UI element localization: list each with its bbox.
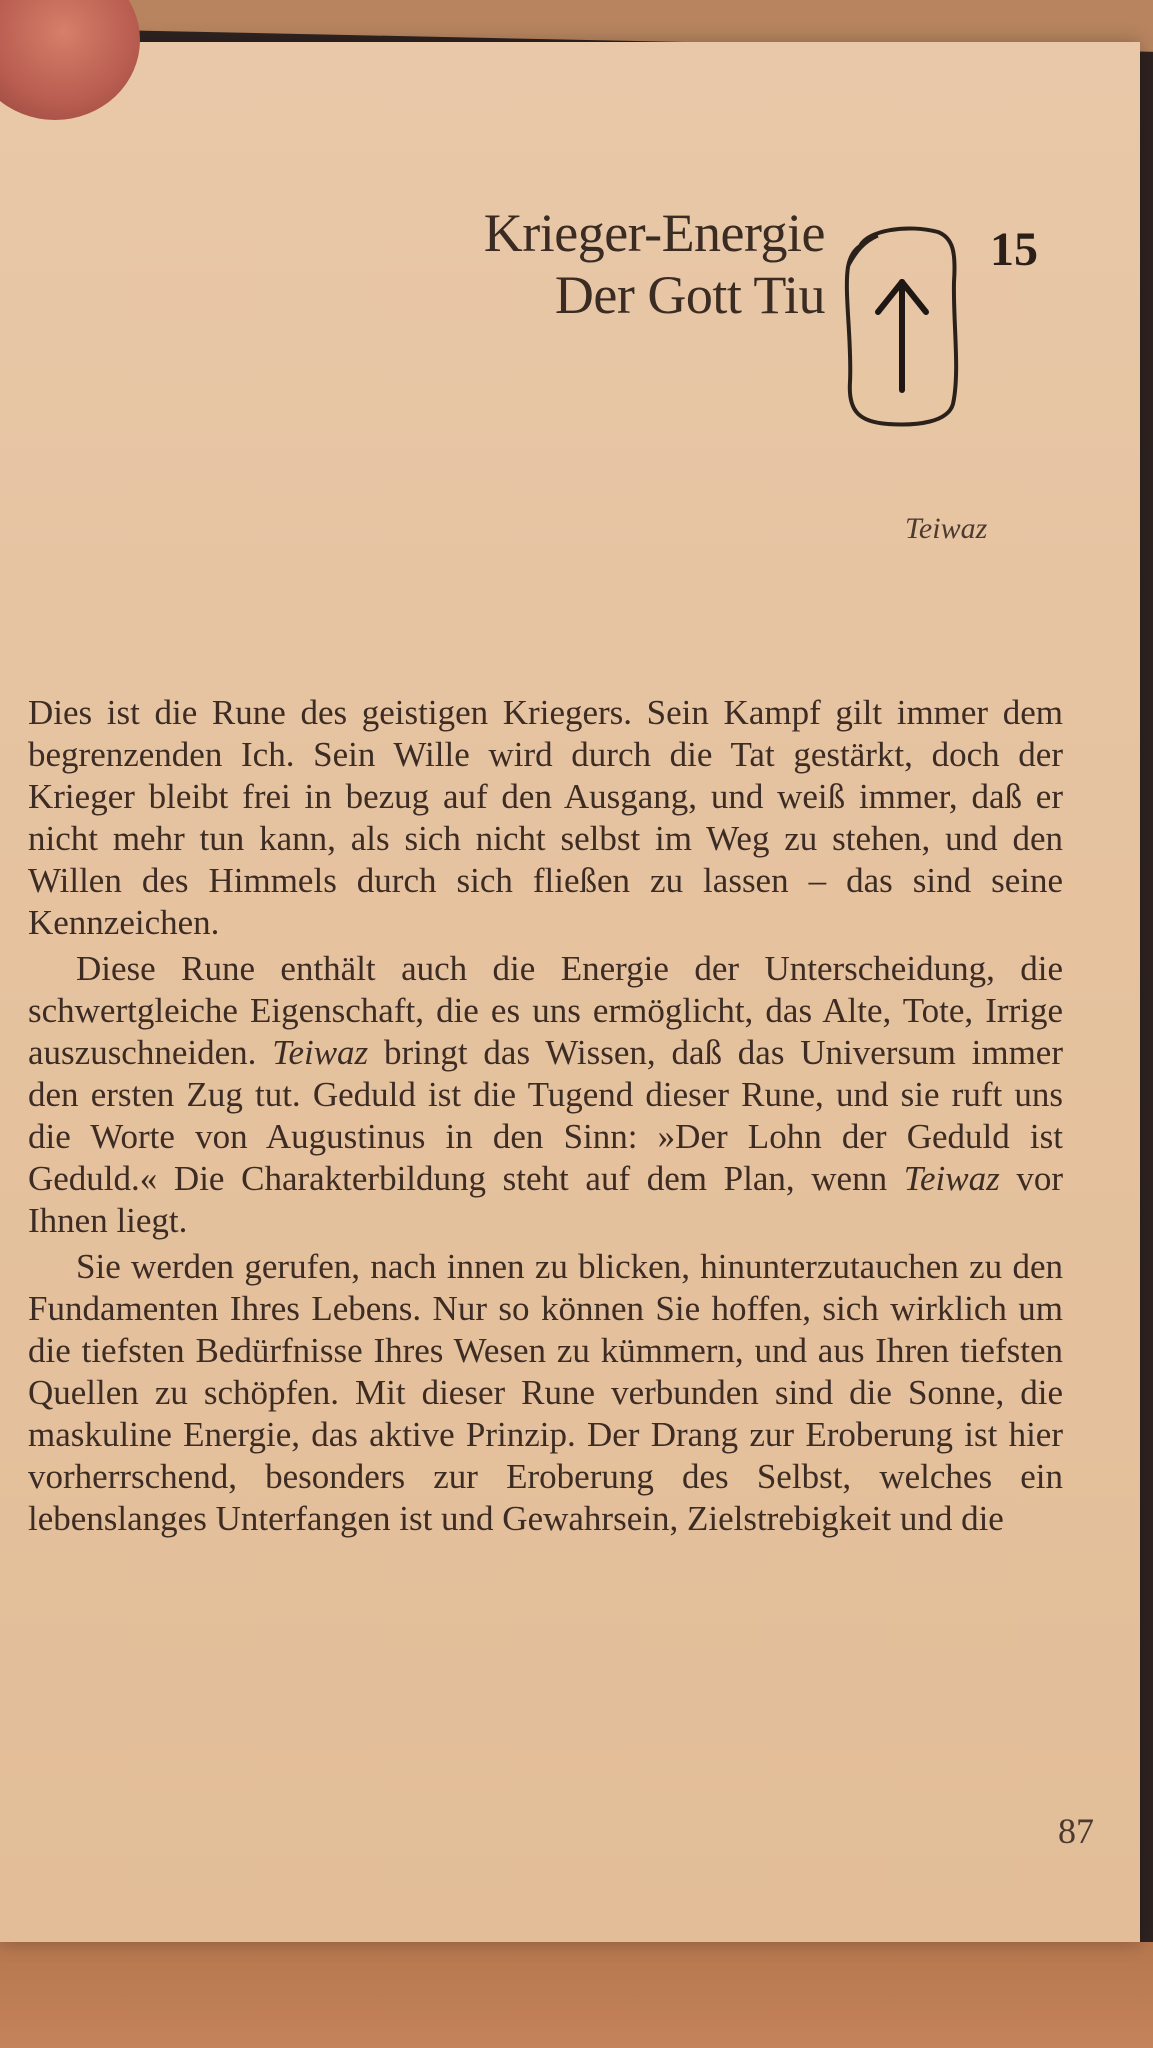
text-run: Sie werden gerufen, nach innen zu blicken, hinunterzutauchen zu den Fundamenten Ihres Lebens. Nur so können Sie hoffen, sich wirklich um die tiefsten Bedürfnisse Ihres Wesen zu kümmern, und aus Ihren tiefsten Quellen zu schöpfen. Mit dieser Rune verbunden sind die Sonne, die maskuline Energie, das aktive Prinzip. Der Drang zur Eroberung ist hier vorherrschend, besonders zur Eroberung des Selbst, welches ein lebenslanges Unterfangen ist und Gewahrsein, Zielstrebigkeit und die — [28, 1247, 1063, 1538]
text-run: bringt das Wissen, daß das Universum immer den ersten Zug tut. Geduld ist die Tugend dieser Rune, und sie ruft uns die Worte von Augustinus in den Sinn: »Der Lohn der Geduld ist Geduld.« Die Charakterbildung steht auf dem Plan, wenn — [28, 1033, 1063, 1198]
chapter-title-line2: Der Gott Tiu — [554, 265, 825, 325]
body-paragraph — [28, 948, 1063, 1242]
table-surface — [0, 1942, 1153, 2048]
page-number: 87 — [1058, 1811, 1094, 1851]
text-run: Diese Rune enthält auch die Energie der Unterscheidung, die schwertgleiche Eigenschaft, die es uns ermöglicht, das Alte, Tote, Irrige auszuschneiden. — [28, 949, 1063, 1072]
chapter-number: 15 — [990, 223, 1038, 276]
text-run: vor Ihnen liegt. — [28, 1159, 1063, 1240]
italic-term: Teiwaz — [272, 1033, 369, 1072]
rune-name: Teiwaz — [905, 512, 988, 545]
book-page — [0, 42, 1140, 1942]
body-paragraph — [28, 1246, 1063, 1540]
chapter-title — [484, 202, 825, 326]
body-text — [28, 692, 1063, 1540]
chapter-title-line1: Krieger-Energie — [483, 203, 825, 263]
teiwaz-rune-icon — [838, 222, 966, 432]
italic-term: Teiwaz — [903, 1159, 1000, 1198]
body-paragraph — [28, 692, 1063, 944]
text-run: Dies ist die Rune des geistigen Kriegers. Sein Kampf gilt immer dem begrenzenden Ich. Sein Wille wird durch die Tat gestärkt, doch der Krieger bleibt frei in bezug auf den Ausgang, und weiß immer, daß er nicht mehr tun kann, als sich nicht selbst im Weg zu stehen, und den Willen des Himmels durch sich fließen zu lassen – das sind seine Kennzeichen. — [28, 693, 1063, 942]
